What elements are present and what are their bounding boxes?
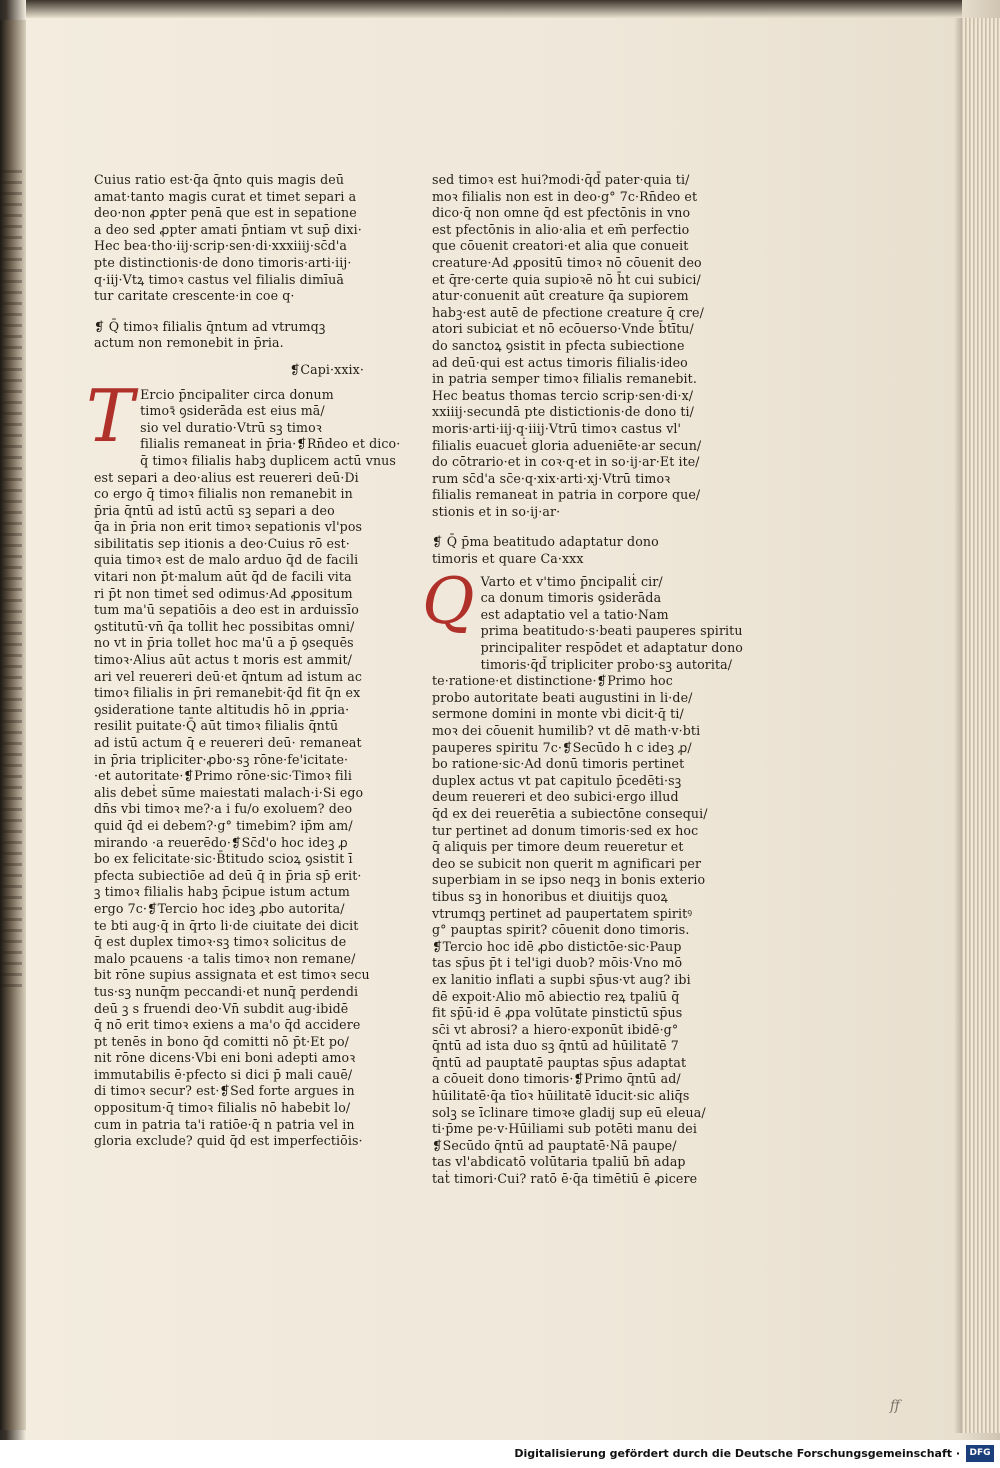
left-body-line: resilit puitate·Q̄ aūt timoꝛ filialis q̄ntū <box>94 718 339 734</box>
funding-credit: Digitalisierung gefördert durch die Deutsche Forschungsgemeinschaft · <box>514 1447 960 1460</box>
right-opening-line: moꝛ filialis non est in deo·g° 7c·Rn̄deo et <box>432 188 698 204</box>
right-body-line: tibus sꝫ in honoribus et diuitijs quoꝝ <box>432 888 668 904</box>
left-body-line: Ercio p̄ncipaliter circa donum <box>140 386 334 402</box>
left-body-line: tus·sꝫ nunq̄m peccandi·et nunq̄ perdendi <box>94 983 359 999</box>
right-column-opening-paragraph <box>432 172 714 520</box>
left-opening-line: pte distinctionis·de dono timoris·arti·iij· <box>94 254 352 270</box>
right-body-line: Varto et v'timo p̄ncipaliṫ cir/ <box>480 573 663 589</box>
left-body-line: malo pcauens ·a talis timoꝛ non remane/ <box>94 950 356 966</box>
right-body-line: hūilitatē·q̄a tīoꝛ hūilitatē īducit·sic aliq̄s <box>432 1088 690 1104</box>
right-body-line: dē expoit·Alio mō abiectio reꝝ tpaliū q̄ <box>432 988 680 1004</box>
left-body-line: quia timoꝛ est de malo arduo q̄d de facili <box>94 552 359 568</box>
left-body-line: timoꝛ filialis in p̄ri remanebit·q̄d fit q̄n ex <box>94 685 361 701</box>
left-heading-line: ❡ Q̄ timoꝛ filialis q̄ntum ad vtrumqꝫ <box>94 318 326 334</box>
page-top-shadow <box>26 0 962 18</box>
chapter-heading-29 <box>94 319 376 352</box>
left-heading-line: actum non remonebit in p̄ria. <box>94 335 284 351</box>
left-body-line: ·et autoritate·❡Primo rōne·sic·Timoꝛ fili <box>94 768 353 784</box>
right-opening-line: creature·Ad ꝓpositū timoꝛ nō cōuenit deo <box>432 254 702 270</box>
right-body-line: timoris·q̄d̄ tripliciter probo·sꝫ autorita/ <box>480 656 733 672</box>
left-opening-line: amat·tanto magis curat et timet separi a <box>94 188 357 204</box>
left-body-line: p̄ria q̄ntū ad istū actū sꝫ separi a deo <box>94 502 335 518</box>
left-body-line: bit rōne supius assignata et est timoꝛ secu <box>94 967 370 983</box>
left-body-line: in p̄ria tripliciter·ꝓbo·sꝫ rōne·fe'icitate· <box>94 751 349 767</box>
left-opening-line: Cuius ratio est·q̄a q̄nto quis magis deū <box>94 172 345 187</box>
left-column-opening-paragraph <box>94 172 376 305</box>
right-opening-line: que cōuenit creatori·et alia que conueit <box>432 238 689 254</box>
right-body-line: a cōueit dono timoris·❡Primo q̄ntū ad/ <box>432 1071 681 1087</box>
right-opening-line: est pfectōnis in alio·alia et em̄ perfectio <box>432 221 690 237</box>
left-body-line: pfecta subiectiōe ad deū q̄ in p̄ria sp̄ erit· <box>94 867 362 883</box>
left-body-line: alis debeṫ sūme maiestati malach·i·Si ego <box>94 784 364 800</box>
left-body-line: ari vel reuereri deū·et q̄ntum ad istum ac <box>94 668 362 684</box>
chapter-29-body <box>86 373 401 1150</box>
left-body-line: ꝯstitutū·vn̄ q̄a tollit hec possibitas omni/ <box>94 618 355 634</box>
left-body-line: nit rōne dicens·Vbi eni boni adepti amoꝛ <box>94 1050 356 1066</box>
right-body-line: q̄ntū ad ista duo sꝫ q̄ntū ad hūilitatē 7 <box>432 1038 679 1054</box>
right-opening-line: do sanctoꝝ ꝯsistit in pfecta subiectione <box>432 337 685 353</box>
left-body-line: mirando ·a reuerēdo·❡Sc̄d'o hoc ideꝫ ꝓ <box>94 834 348 850</box>
right-body-line: principaliter respōdet et adaptatur dono <box>480 640 743 656</box>
right-body-line: pauperes spiritu 7c·❡Secūdo h c ideꝫ ꝓ/ <box>432 739 692 755</box>
right-heading-line: ❡ Q̄ p̄ma beatitudo adaptatur dono <box>432 534 659 550</box>
right-body-line: q̄ntū ad pauptatē pauptas sp̄us adaptat <box>432 1054 687 1070</box>
right-opening-line: ad deū·qui est actus timoris filialis·ideo <box>432 354 688 370</box>
left-body-line: bo ex felicitate·sic·B̄titudo scioꝝ ꝯsistit ī <box>94 851 353 867</box>
right-body-line: sermone domini in monte vbi dicit·q̄ ti/ <box>432 706 684 722</box>
right-body-line: bo ratione·sic·Ad donū timoris pertinet <box>432 756 685 772</box>
right-body-line: deo se subicit non querit m agnificari per <box>432 855 702 871</box>
left-body-line: di timoꝛ secur? est·❡Sed forte argues in <box>94 1083 355 1099</box>
left-body-line: immutabilis ē·pfecto si dici p̄ mali cauē/ <box>94 1066 353 1082</box>
folio-mark: ff <box>890 1398 900 1414</box>
digitization-footer <box>0 1440 1000 1468</box>
chapter-number-29: ❡Capi·xxix· <box>289 361 364 377</box>
right-opening-line: in patria semper timoꝛ filialis remanebit. <box>432 371 697 387</box>
right-opening-line: habꝫ·est autē de pfectione creature q̄ cre/ <box>432 304 704 320</box>
right-body-line: q̄ aliquis per timore deum reueretur et <box>432 839 684 855</box>
left-body-line: ꝯsideratione tante altitudis hō in ꝓpria· <box>94 701 350 717</box>
right-body-line: duplex actus vt pat capitulo p̄cedēti·sꝫ <box>432 772 682 788</box>
left-opening-line: tur caritate crescente·in coe q· <box>94 288 295 304</box>
left-body-line: deū ꝫ s fruendi deo·Vn̄ subdit aug·ibidē <box>94 1000 349 1016</box>
right-opening-line: moris·arti·iij·q·iiij·Vtrū timoꝛ castus vl' <box>432 420 682 436</box>
left-body-line: oppositum·q̄ timoꝛ filialis nō habebit lo/ <box>94 1100 351 1116</box>
right-body-line: ❡Tercio hoc idē ꝓbo distictōe·sic·Paup <box>432 938 682 954</box>
right-opening-line: stionis et in so·ij·ar· <box>432 503 561 519</box>
rubricated-initial-t: T <box>86 373 135 458</box>
left-body-line: te bti aug·q̄ in q̄rto li·de ciuitate dei dicit <box>94 917 359 933</box>
left-body-line: vitari non p̄t·malum aūt q̄d de facili vita <box>94 569 352 585</box>
right-opening-line: atori subiciat et nō ecōuerso·Vnde b̄tītu/ <box>432 321 694 337</box>
gutter-shadow <box>954 18 962 1433</box>
left-body-line: timoꝛ̄ ꝯsiderāda est eius mā/ <box>140 403 325 419</box>
left-body-line: co ergo q̄ timoꝛ filialis non remanebit in <box>94 486 353 502</box>
right-heading-line: timoris et quare Ca·xxx <box>432 551 584 567</box>
left-body-line: dn̄s vbi timoꝛ me?·a i fu/o exoluem? deo <box>94 801 353 817</box>
left-body-line: sibilitatis sep itionis a deo·Cuius rō est· <box>94 535 350 551</box>
left-body-line: pt tenēs in bono q̄d comitti nō p̄t·Et po/ <box>94 1033 350 1049</box>
right-body-line: ca donum timoris ꝯsiderāda <box>480 590 662 606</box>
left-body-line: q̄a in p̄ria non erit timoꝛ sepationis vl'pos <box>94 519 363 535</box>
right-body-line: tas sp̄us p̄t i tel'igi duob? mōis·Vno mō <box>432 955 683 971</box>
right-opening-line: sed timoꝛ est hui?modi·q̄d̄ pater·quia ti/ <box>432 172 690 187</box>
left-body-line: sio vel duratio·Vtrū sꝫ timoꝛ <box>140 419 322 435</box>
left-opening-line: deo·non ꝓpter penā que est in sepatione <box>94 205 357 221</box>
left-body-line: cum in patria ta'i ratiōe·q̄ n patria vel in <box>94 1116 355 1132</box>
left-body-line: est separi a deo·alius est reuereri deū·Di <box>94 469 359 485</box>
right-body-line: solꝫ se īclinare timoꝛe gladij sup eū eleua/ <box>432 1104 706 1120</box>
chapter-29-text <box>94 386 401 1150</box>
left-body-line: timoꝛ·Alius aūt actus t moris est ammit/ <box>94 652 353 668</box>
left-body-line: q̄ nō erit timoꝛ exiens a ma'o q̄d accidere <box>94 1017 361 1033</box>
rubricated-initial-q: Q <box>422 564 475 639</box>
left-body-line: ꝫ timoꝛ filialis habꝫ p̄cipue istum actum <box>94 884 350 900</box>
right-body-line: te·ratione·et distinctione·❡Primo hoc <box>432 673 673 689</box>
right-body-line: est adaptatio vel a tatio·Nam <box>480 606 669 622</box>
left-opening-line: q·iij·Vtꝝ timoꝛ castus vel filialis dimīuā <box>94 271 344 287</box>
page-stack-edge <box>962 18 1000 1433</box>
right-opening-line: atur·conuenit aūt creature q̄a supiorem <box>432 288 689 304</box>
left-body-line: q̄ est duplex timoꝛ·sꝫ timoꝛ solicitus de <box>94 934 347 950</box>
left-body-line: ri p̄t non timeṫ sed odimus·Ad ꝓpositum <box>94 585 353 601</box>
right-body-line: ti·p̄me pe·v·Hūiliami sub potēti manu dei <box>432 1121 697 1137</box>
right-body-line: tur pertinet ad donum timoris·sed ex hoc <box>432 822 699 838</box>
left-body-line: no vt in p̄ria tollet hoc ma'ū a p̄ ꝯsequēs <box>94 635 354 651</box>
left-opening-line: a deo sed ꝓpter amati p̄ntiam vt sup̄ dixi· <box>94 221 362 237</box>
right-body-line: g° pauptas spirit? cōuenit dono timoris. <box>432 922 690 938</box>
left-body-line: filialis remaneat in p̄ria·❡Rn̄deo et dico· <box>140 436 401 452</box>
left-body-line: quid q̄d ei debem?·g° timebim? ip̄m am/ <box>94 817 353 833</box>
left-body-line: ad istū actum q̄ e reuereri deū· remaneat <box>94 735 362 750</box>
right-body-line: deum reuereri et deo subici·ergo illud <box>432 789 679 805</box>
right-body-line: ❡Secūdo q̄ntū ad pauptatē·Nā paupe/ <box>432 1137 677 1153</box>
right-opening-line: et q̄re·certe quia supioꝛē nō h̄t cui subici/ <box>432 271 701 287</box>
right-opening-line: filialis euacueṫ gloria adueniēte·ar secun/ <box>432 437 702 453</box>
right-body-line: tas vl'abdicatō volūtaria tpaliū bn̄ adap <box>432 1154 686 1170</box>
chapter-30-body <box>422 564 743 1188</box>
right-body-line: ex lanitio inflati a supbi sp̄us·vt aug? ibi <box>432 971 691 987</box>
dfg-logo: DFG <box>966 1445 994 1462</box>
right-body-line: vtrumqꝫ pertinet ad paupertatem spiritꝰ <box>432 905 693 921</box>
right-body-line: moꝛ dei cōuenit humilib? vt dē math·v·bti <box>432 723 701 738</box>
right-body-line: superbiam in se ipso neqꝫ in bonis exterio <box>432 872 706 888</box>
right-opening-line: dico·q̄ non omne q̄d est pfectōnis in vno <box>432 205 691 221</box>
left-text-column <box>86 172 401 1150</box>
left-body-line: q̄ timoꝛ filialis habꝫ duplicem actū vnus <box>140 452 396 468</box>
left-body-line: tum ma'ū sepatiōis a deo est in arduissīo <box>94 602 359 618</box>
left-opening-line: Hec bea·tho·iij·scrip·sen·di·xxxiiij·sc̄d'a <box>94 238 348 254</box>
facing-page-text-fragment <box>2 170 22 990</box>
right-opening-line: rum sc̄d'a sc̄e·q·xix·arti·xj·Vtrū timoꝛ <box>432 470 671 486</box>
right-opening-line: xxiiij·secundā pte distictionis·de dono ti/ <box>432 404 694 420</box>
right-body-line: prima beatitudo·s·beati pauperes spiritu <box>480 623 743 639</box>
right-body-line: fit sp̄ū·id ē ꝓpa volūtate pinstictū sp̄us <box>432 1005 683 1021</box>
right-opening-line: do cōtrario·et in coꝛ·q·et in so·ij·ar·Et ite/ <box>432 454 700 470</box>
left-body-line: ergo 7c·❡Tercio hoc ideꝫ ꝓbo autorita/ <box>94 900 345 916</box>
right-body-line: taṫ timori·Cui? ratō ē·q̄a timētiū ē ꝓicere <box>432 1171 698 1187</box>
right-body-line: probo autoritate beati augustini in li·de/ <box>432 689 693 705</box>
right-body-line: q̄d ex dei reuerētia a subiectōne consequi/ <box>432 805 708 821</box>
right-opening-line: Hec beatus thomas tercio scrip·sen·di·x/ <box>432 387 694 403</box>
right-text-column <box>422 172 743 1188</box>
right-body-line: sc̄i vt abrosi? a hiero·exponūt ibidē·g° <box>432 1021 679 1037</box>
left-body-line: gloria exclude? quid q̄d est imperfectiōis· <box>94 1133 363 1149</box>
chapter-heading-30 <box>432 534 714 567</box>
right-opening-line: filialis remaneat in patria in corpore que/ <box>432 487 701 503</box>
